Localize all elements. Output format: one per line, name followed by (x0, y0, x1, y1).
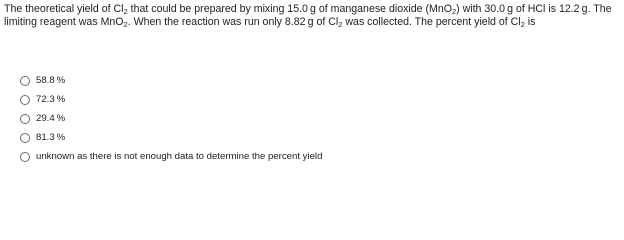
radio-button-icon[interactable] (20, 76, 30, 86)
question-text-part: ) with 30.0 g of HCl is 12.2 g. The limiting reagent was MnO (4, 3, 612, 28)
subscript: 2 (451, 7, 457, 16)
radio-button-icon[interactable] (20, 114, 30, 124)
subscript: 2 (123, 7, 128, 16)
radio-button-icon[interactable] (20, 133, 30, 143)
answer-option-4[interactable] (20, 128, 322, 147)
question-text-part: is (524, 16, 536, 28)
question-text-part: that could be prepared by mixing 15.0 g of manganese dioxide (MnO (127, 3, 452, 15)
answer-options (20, 71, 322, 166)
answer-option-5[interactable] (20, 147, 322, 166)
answer-option-1[interactable] (20, 71, 322, 90)
answer-option-label[interactable]: 81.3 % (36, 132, 66, 143)
subscript: 2 (338, 20, 343, 29)
radio-button-icon[interactable] (20, 95, 30, 105)
answer-option-label[interactable]: 29.4 % (36, 113, 66, 124)
question-text-part: was collected. The percent yield of Cl (342, 16, 521, 28)
answer-option-label[interactable]: unknown as there is not enough data to determine the percent yield (36, 151, 323, 162)
question-text-part: The theoretical yield of Cl (4, 3, 124, 15)
answer-option-label[interactable]: 58.8 % (36, 75, 66, 86)
subscript: 2 (520, 20, 525, 29)
subscript: 2 (123, 20, 128, 29)
answer-option-3[interactable] (20, 109, 322, 128)
answer-option-2[interactable] (20, 90, 322, 109)
question-text (4, 3, 616, 29)
answer-option-label[interactable]: 72.3 % (36, 94, 66, 105)
question-text-part: . When the reaction was run only 8.82 g of Cl (127, 16, 339, 28)
radio-button-icon[interactable] (20, 152, 30, 162)
